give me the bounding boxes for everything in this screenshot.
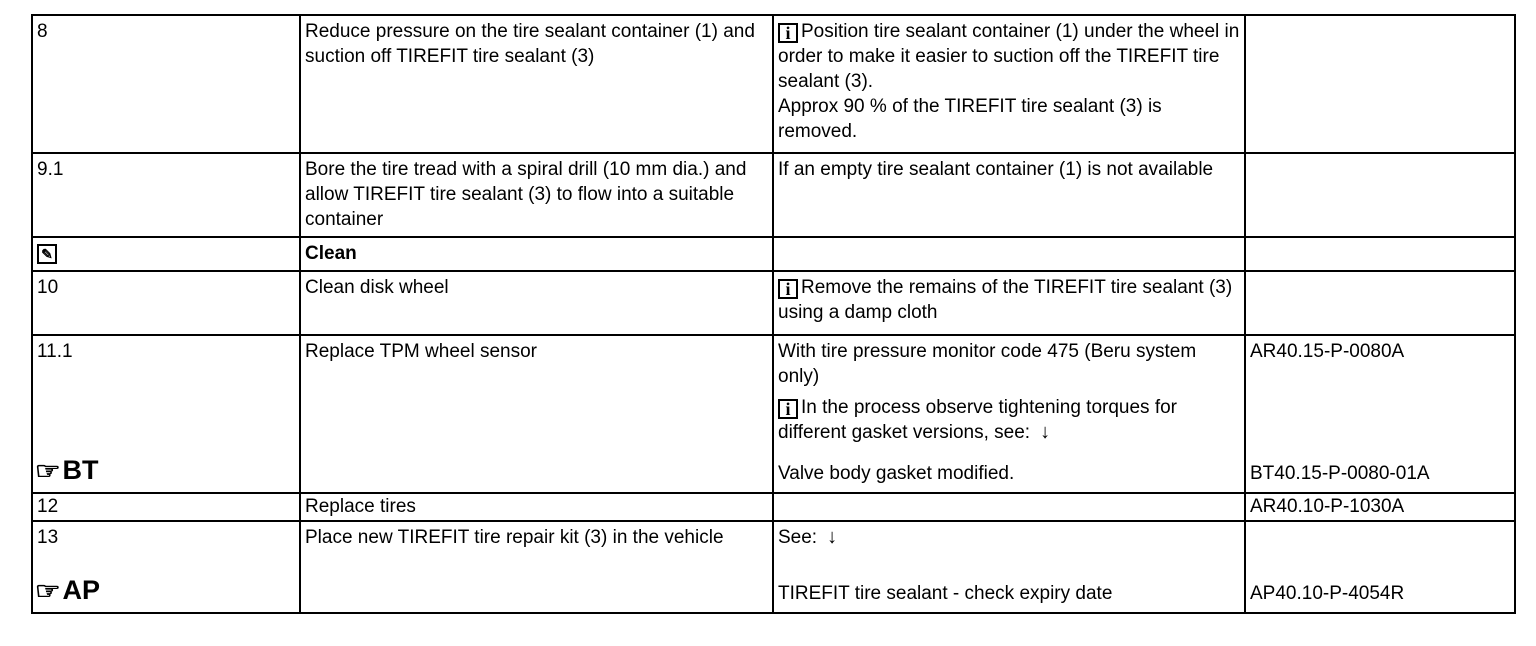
table-row xyxy=(32,271,1515,335)
note-text: See: xyxy=(778,527,818,548)
step-action: Place new TIREFIT tire repair kit (3) in the vehicle xyxy=(300,521,773,613)
cross-reference-marker xyxy=(34,455,99,486)
step-action: Reduce pressure on the tire sealant container (1) and suction off TIREFIT tire sealant (3) xyxy=(300,15,773,153)
step-note xyxy=(773,271,1245,335)
reference-link[interactable]: BT40.15-P-0080-01A xyxy=(1250,463,1430,484)
step-reference xyxy=(1245,335,1515,493)
step-note xyxy=(773,521,1245,613)
step-reference xyxy=(1245,521,1515,613)
step-number xyxy=(32,335,300,493)
section-title: Clean xyxy=(300,237,773,271)
marker-label: AP xyxy=(62,575,101,605)
step-reference[interactable]: AR40.10-P-1030A xyxy=(1245,493,1515,521)
note-text: In the process observe tightening torques for different gasket versions, see: xyxy=(778,397,1178,443)
note-text: With tire pressure monitor code 475 (Beru system only) xyxy=(778,341,1197,387)
step-action: Replace TPM wheel sensor xyxy=(300,335,773,493)
step-number: 12 xyxy=(32,493,300,521)
marker-label: BT xyxy=(62,455,99,485)
section-icon-cell xyxy=(32,237,300,271)
pointing-hand-icon: ☞ xyxy=(34,578,61,605)
info-icon: i xyxy=(778,279,798,299)
pointing-hand-icon: ☞ xyxy=(34,458,61,485)
reference-link[interactable]: AP40.10-P-4054R xyxy=(1250,583,1405,604)
procedure-table xyxy=(31,14,1516,614)
step-number: 8 xyxy=(32,15,300,153)
step-reference xyxy=(1245,15,1515,153)
step-note xyxy=(773,493,1245,521)
note-text: Remove the remains of the TIREFIT tire sealant (3) using a damp cloth xyxy=(778,277,1233,323)
table-row xyxy=(32,521,1515,613)
step-number-text: 11.1 xyxy=(37,341,73,362)
table-row xyxy=(32,493,1515,521)
table-row xyxy=(32,15,1515,153)
info-icon: i xyxy=(778,399,798,419)
table-row xyxy=(32,335,1515,493)
info-icon: i xyxy=(778,23,798,43)
step-number xyxy=(32,521,300,613)
note-text: Position tire sealant container (1) under the wheel in order to make it easier to suction off the TIREFIT tire sealant (3). xyxy=(778,21,1240,92)
step-action: Bore the tire tread with a spiral drill (10 mm dia.) and allow TIREFIT tire sealant (3) to flow into a suitable container xyxy=(300,153,773,237)
note-edit-icon: ✎ xyxy=(37,244,57,264)
step-note xyxy=(773,15,1245,153)
table-row xyxy=(32,237,1515,271)
step-reference xyxy=(1245,153,1515,237)
step-action: Clean disk wheel xyxy=(300,271,773,335)
step-reference xyxy=(1245,271,1515,335)
step-number: 10 xyxy=(32,271,300,335)
reference-link[interactable]: AR40.15-P-0080A xyxy=(1250,341,1405,362)
step-note: If an empty tire sealant container (1) is not available xyxy=(773,153,1245,237)
step-action: Replace tires xyxy=(300,493,773,521)
table-row xyxy=(32,153,1515,237)
note-text: Approx 90 % of the TIREFIT tire sealant (3) is removed. xyxy=(778,96,1162,142)
empty-cell xyxy=(1245,237,1515,271)
arrow-down-icon: ↓ xyxy=(1040,421,1051,443)
cross-reference-marker xyxy=(34,575,101,606)
empty-cell xyxy=(773,237,1245,271)
note-text: Valve body gasket modified. xyxy=(778,463,1015,484)
note-text: TIREFIT tire sealant - check expiry date xyxy=(778,583,1113,604)
step-number: 9.1 xyxy=(32,153,300,237)
arrow-down-icon: ↓ xyxy=(827,526,838,548)
step-number-text: 13 xyxy=(37,527,59,548)
step-note xyxy=(773,335,1245,493)
